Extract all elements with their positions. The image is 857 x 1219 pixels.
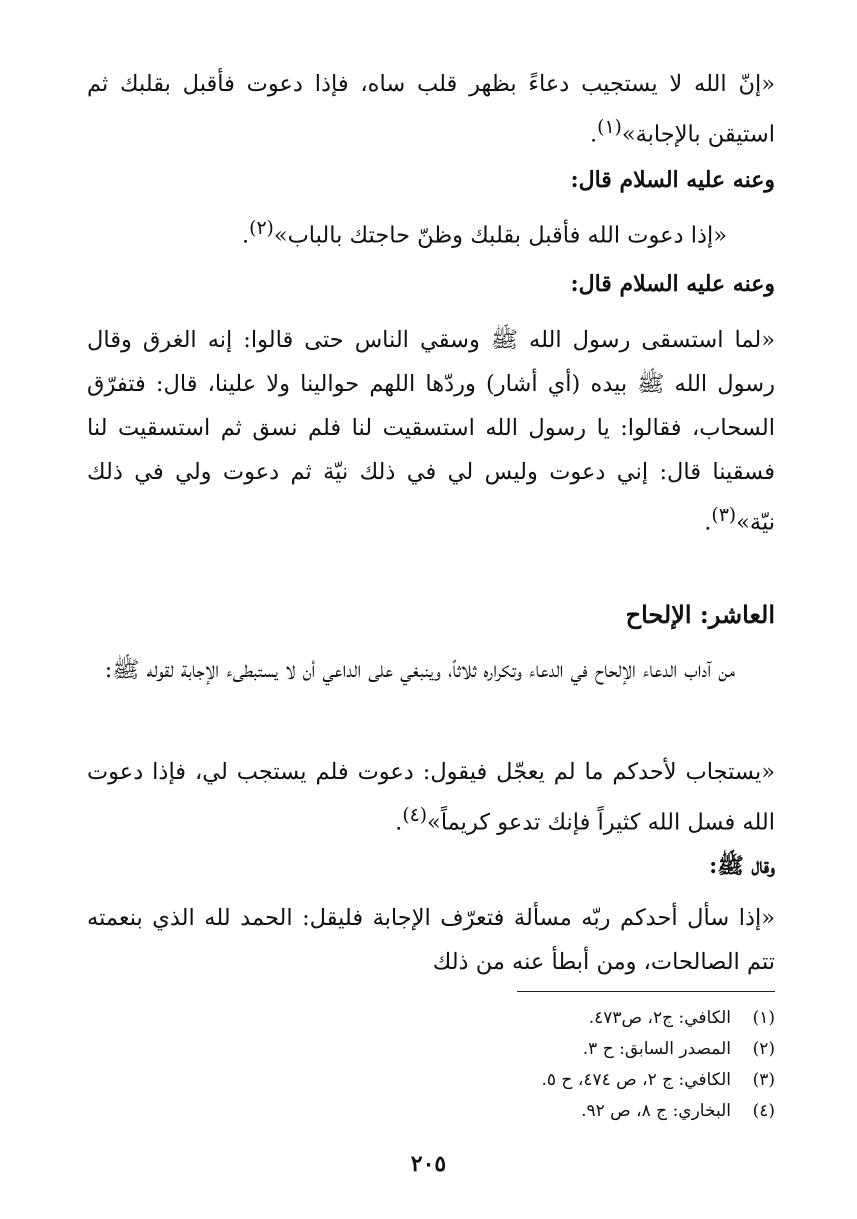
footnote-divider xyxy=(517,991,775,992)
footnote-number: (١) xyxy=(752,1008,775,1028)
footnote-ref-1: (١) xyxy=(597,117,622,138)
hadith-quote-3-text: «لما استسقى رسول الله ﷺ وسقي الناس حتى قالوا: إنه الغرق وقال رسول الله ﷺ بيده (أي أشار) وردّها اللهم حوالينا ولا علينا، قال: فتفرّق السحاب، فقالوا: يا رسول الله استسقيت لنا فلم نسق ثم استسقيت لنا فسقينا قال: إني دعوت وليس لي في ذلك نيّة ثم دعوت ولي في ذلك نيّة» xyxy=(87,327,775,536)
hadith-quote-2-end: . xyxy=(241,222,250,249)
hadith-quote-4 xyxy=(87,750,775,845)
footnote-item xyxy=(541,1003,775,1034)
footnote-item xyxy=(541,1065,775,1096)
hadith-quote-2 xyxy=(87,207,727,258)
hadith-quote-5-text: «إذا سأل أحدكم ربّه مسألة فتعرّف الإجابة فليقل: الحمد لله الذي بنعمته تتم الصالحات، ومن أبطأ عنه من ذلك xyxy=(87,905,775,975)
hadith-quote-1-text: «إنّ الله لا يستجيب دعاءً بظهر قلب ساه، فإذا دعوت فأقبل بقلبك ثم استيقن بالإجابة» xyxy=(87,71,775,148)
footnote-number: (٤) xyxy=(752,1101,775,1121)
footnotes-list xyxy=(541,1003,775,1127)
footnote-number: (٣) xyxy=(752,1070,775,1090)
hadith-quote-1-end: . xyxy=(589,121,598,148)
footnote-ref-4: (٤) xyxy=(402,805,428,826)
page-number: ٢٠٥ xyxy=(410,1151,447,1177)
hadith-quote-2-text: «إذا دعوت الله فأقبل بقلبك وظنّ حاجتك بالباب» xyxy=(273,222,727,249)
hadith-quote-5 xyxy=(87,896,775,984)
footnote-text: الكافي: ج ٢، ص ٤٧٤، ح ٥. xyxy=(541,1070,731,1090)
section-heading: العاشر: الإلحاح xyxy=(625,600,775,629)
hadith-quote-3 xyxy=(87,318,775,545)
hadith-quote-1 xyxy=(87,62,775,157)
hadith-quote-4-text: «يستجاب لأحدكم ما لم يعجّل فيقول: دعوت فلم يستجب لي، فإذا دعوت الله فسل الله كثيراً فإنك تدعو كريماً» xyxy=(87,759,775,836)
footnote-number: (٢) xyxy=(752,1039,775,1059)
narration-intro-2: وعنه عليه السلام قال: xyxy=(570,271,775,297)
hadith-quote-4-end: . xyxy=(395,809,403,836)
narration-intro-3: وقال ﷺ: xyxy=(709,853,775,879)
footnote-text: المصدر السابق: ح ٣. xyxy=(582,1039,731,1059)
footnote-text: البخاري: ج ٨، ص ٩٢. xyxy=(581,1101,731,1121)
footnote-item xyxy=(541,1096,775,1127)
body-paragraph: من آداب الدعاء الإلحاح في الدعاء وتكراره ثلاثاً، وينبغي على الداعي أن لا يستبطىء الإجابة لقوله ﷺ: xyxy=(104,657,735,683)
footnote-ref-3: (٣) xyxy=(711,505,737,526)
hadith-quote-3-end: . xyxy=(704,509,712,536)
footnote-ref-2: (٢) xyxy=(249,218,274,239)
footnote-item xyxy=(541,1034,775,1065)
narration-intro-1: وعنه عليه السلام قال: xyxy=(570,167,775,193)
footnote-text: الكافي: ج٢، ص٤٧٣. xyxy=(588,1008,731,1028)
